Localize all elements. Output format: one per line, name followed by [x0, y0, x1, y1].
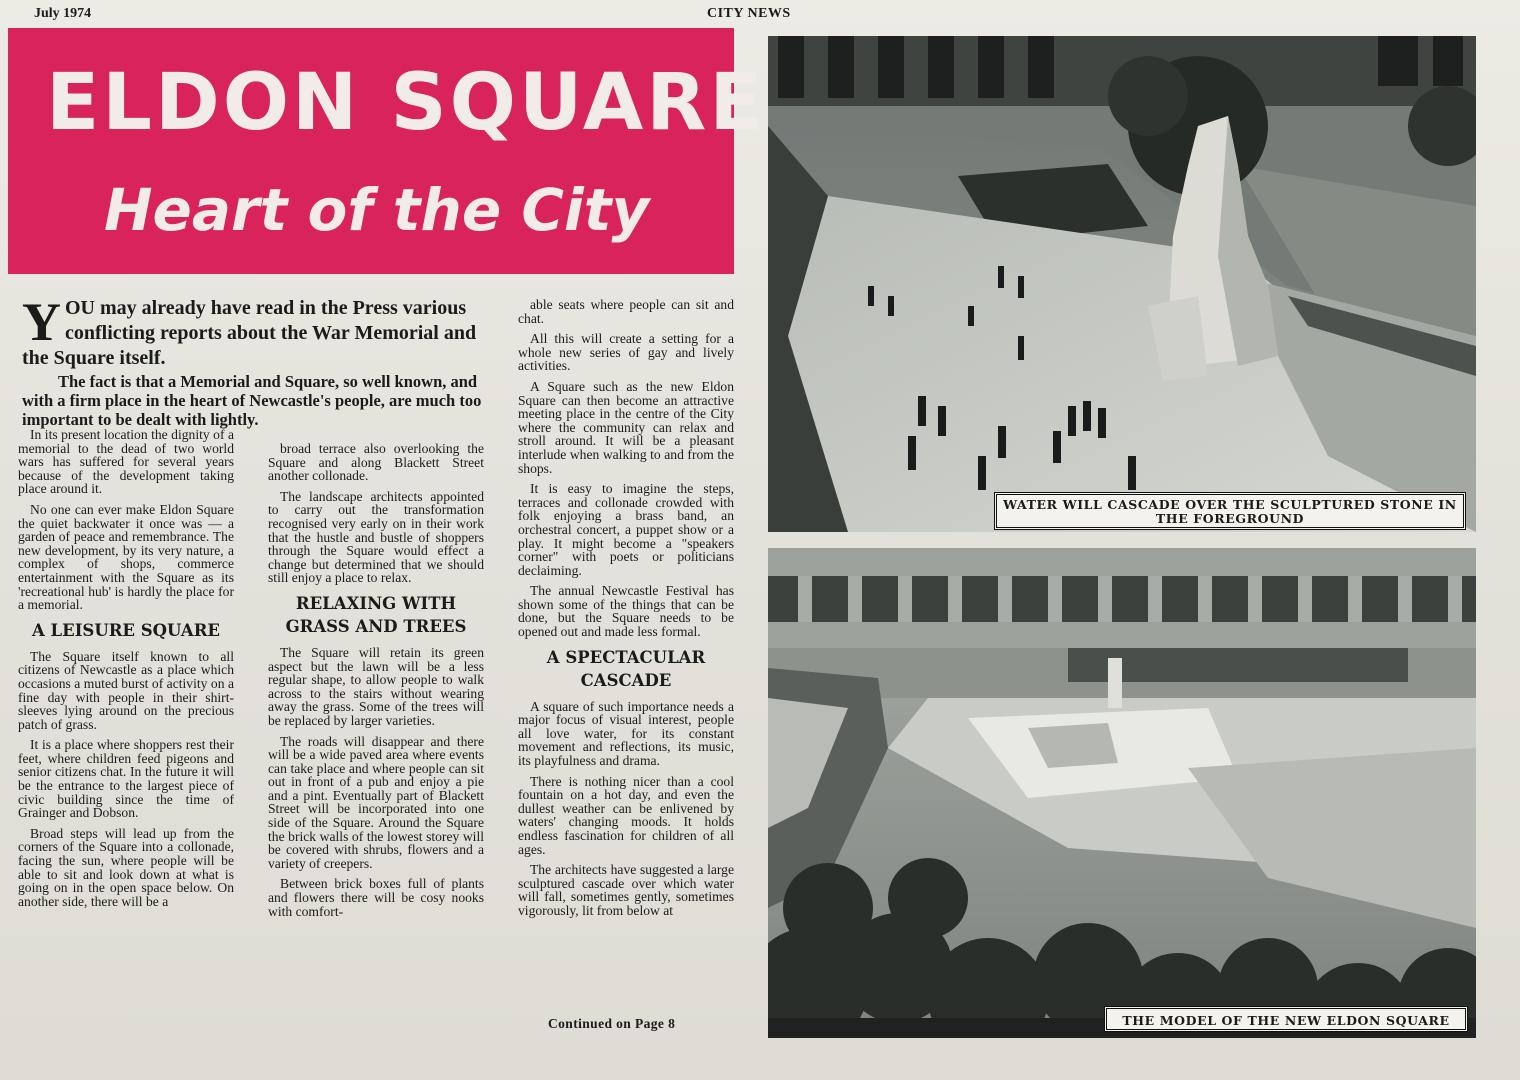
paragraph: A square of such importance needs a major focus of visual interest, people all love water, for its constant movement and reflections, its music, its playfulness and drama.	[518, 698, 734, 769]
paragraph: All this will create a setting for a whole new series of gay and lively activities.	[518, 331, 734, 374]
paragraph: The architects have suggested a large sculptured cascade over which water will fall, sometimes gently, sometimes vigorously, lit from below at	[518, 862, 734, 918]
paragraph: No one can ever make Eldon Square the quiet backwater it once was — a garden of peace and remembrance. The new development, by its very nature, a complex of shops, commerce entertainment with the Square as its 'recreational hub' is hardly the place for a memorial.	[18, 501, 234, 613]
article-column-1	[18, 428, 234, 915]
paragraph: The landscape architects appointed to carry out the transformation recognised very early on in their work that the hustle and bustle of shoppers through the Square would effect a change but determined that we should still enjoy a place to relax.	[268, 488, 484, 586]
continued-note: Continued on Page 8	[548, 1016, 676, 1031]
photo-caption: WATER WILL CASCADE OVER THE SCULPTURED STONE IN THE FOREGROUND	[994, 492, 1466, 530]
paragraph: Between brick boxes full of plants and flowers there will be cosy nooks with comfort-	[268, 876, 484, 919]
paragraph: It is a place where shoppers rest their feet, where children feed pigeons and senior citizens chat. In the future it will be the entrance to the largest piece of civic building since the time of Grainger and Dobson.	[18, 737, 234, 821]
article-column-2	[268, 442, 484, 925]
article-lede-2: The fact is that a Memorial and Square, so well known, and with a firm place in the heart of Newcastle's people, are much too important to be dealt with lightly.	[22, 372, 482, 429]
photo-war-memorial	[768, 36, 1476, 532]
paragraph: In its present location the dignity of a memorial to the dead of two world wars has suffered for several years because of the development taking place around it.	[18, 427, 234, 497]
paper-name: CITY NEWS	[707, 6, 791, 21]
headline: ELDON SQUARE	[46, 58, 766, 148]
section-heading: RELAXING WITH GRASS AND TREES	[285, 593, 467, 636]
drop-cap: Y	[22, 292, 61, 352]
paragraph: The annual Newcastle Festival has shown some of the things that can be done, but the Square needs to be opened out and made less formal.	[518, 583, 734, 640]
paragraph: able seats where people can sit and chat.	[518, 297, 734, 326]
photo-model-graphic	[768, 548, 1476, 1038]
subheadline: Heart of the City	[104, 176, 650, 244]
masthead-banner	[8, 28, 766, 274]
photo-war-memorial-graphic	[768, 36, 1476, 532]
article-lede	[22, 292, 484, 371]
article-column-3	[518, 298, 734, 925]
paragraph: The Square itself known to all citizens of Newcastle as a place which occasions a muted burst of activity on a fine day with people in their shirt-sleeves lying around on the precious patch of grass.	[18, 648, 234, 732]
photo-caption: THE MODEL OF THE NEW ELDON SQUARE	[1104, 1006, 1468, 1032]
section-heading: A LEISURE SQUARE	[31, 620, 221, 640]
photo-model	[768, 548, 1476, 1038]
paragraph: It is easy to imagine the steps, terraces and collonade crowded with folk enjoying a brass band, an orchestral concert, a puppet show or a play. It might become a "speakers corner" with poets or politicians declaiming.	[518, 481, 734, 578]
section-heading: A SPECTACULAR CASCADE	[546, 647, 706, 690]
lede-text: OU may already have read in the Press various conflicting reports about the War Memorial and the Square itself.	[22, 297, 477, 369]
paragraph: The Square will retain its green aspect but the lawn will be a less regular shape, to allow people to walk across to the stairs without wearing away the grass. Some of the trees will be replaced by larger varieties.	[268, 644, 484, 728]
issue-date: July 1974	[34, 6, 92, 21]
paragraph: There is nothing nicer than a cool fountain on a hot day, and even the dullest weather can be enlivened by waters' changing moods. It holds endless fascination for children of all ages.	[518, 773, 734, 857]
paragraph: A Square such as the new Eldon Square can then become an attractive meeting place in the centre of the City where the community can relax and stroll around. It will be a pleasant interlude when walking to and from the shops.	[518, 378, 734, 476]
paragraph: Broad steps will lead up from the corners of the Square into a collonade, facing the sun, where people will be able to sit and look down at what is going on in the open space below. On another side, there will be a	[18, 825, 234, 909]
paragraph: broad terrace also overlooking the Square and along Blackett Street another collonade.	[268, 441, 484, 484]
paragraph: The roads will disappear and there will be a wide paved area where events can take place and where people can sit out in front of a pub and enjoy a pie and a pint. Eventually part of Blackett Street will be incorporated into one side of the Square. Around the Square the brick walls of the lowest storey will be covered with shrubs, flowers and a variety of creepers.	[268, 733, 484, 871]
